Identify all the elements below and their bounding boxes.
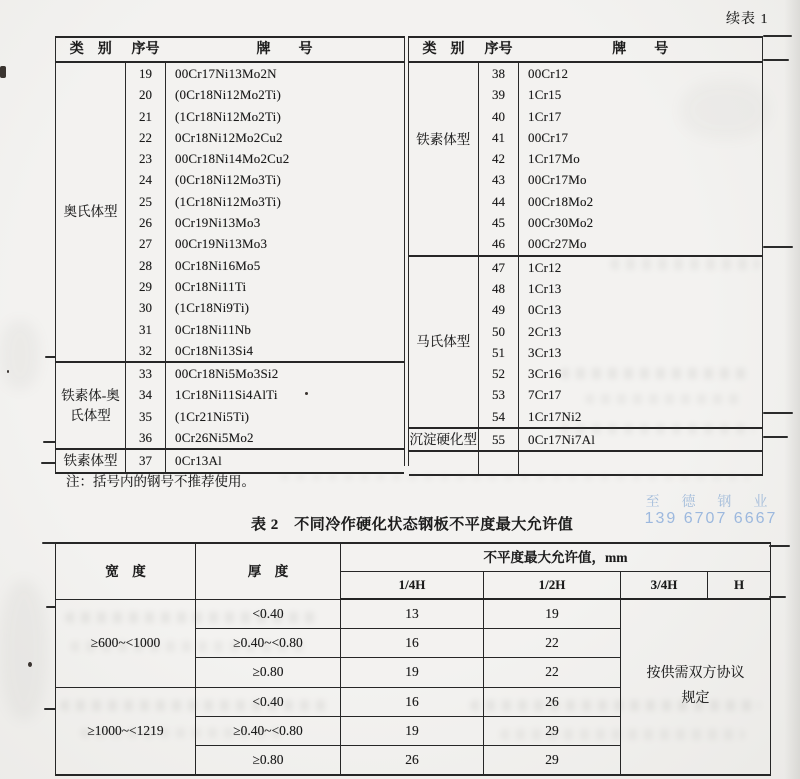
thickness-cell: ≥0.40~<0.80 [196, 716, 341, 745]
scan-speck [28, 662, 32, 667]
category-label: 马氏体型 [416, 334, 471, 350]
table1-footnote: 注：括号内的钢号不推荐使用。 [66, 474, 255, 489]
value-cell: 29 [484, 746, 621, 776]
grade-cell: 2Cr13 [528, 323, 562, 339]
grade-cell: 1Cr17Mo [528, 151, 580, 167]
serial-cell: 25 [126, 191, 166, 212]
serial-cell: 38 [479, 62, 519, 84]
col-header-category: 类 别 [56, 37, 126, 62]
serial-cell: 21 [126, 106, 166, 127]
serial-cell: 44 [479, 191, 519, 212]
col-header-full-h: H [708, 572, 771, 600]
serial-cell: 30 [126, 297, 166, 318]
watermark [636, 493, 786, 528]
grade-cell: 0Cr18Ni13Si4 [175, 342, 254, 358]
value-cell: 16 [341, 629, 484, 658]
col-header-grade: 牌 号 [519, 37, 763, 62]
scan-speck [305, 392, 308, 395]
serial-cell: 39 [479, 84, 519, 105]
col-header-category: 类 别 [409, 37, 479, 62]
scan-speck [0, 66, 6, 78]
grade-cell: 00Cr27Mo [528, 236, 587, 252]
empty-row [409, 451, 763, 474]
grade-cell: 0Cr17Ni7Al [519, 428, 763, 451]
bleedthrough-smudge [680, 80, 770, 140]
grade-cell: 0Cr19Ni13Mo3 [175, 215, 261, 231]
scan-artifact [44, 708, 56, 710]
category-cell [409, 451, 479, 474]
grade-cell: 1Cr15 [528, 87, 562, 103]
value-cell: 22 [484, 629, 621, 658]
page-curvature-shading [784, 0, 800, 779]
bleedthrough-smudge [70, 641, 310, 652]
value-cell: 16 [341, 687, 484, 716]
serial-cell: 52 [479, 363, 519, 384]
grade-cell: (1Cr18Ni12Mo3Ti) [175, 193, 282, 209]
bleedthrough-smudge [560, 368, 750, 379]
bleedthrough-smudge [80, 728, 285, 738]
bleedthrough-smudge [585, 394, 745, 404]
value-cell: 19 [484, 599, 621, 629]
col-header-serial: 序号 [126, 37, 166, 62]
category-cell [56, 62, 126, 362]
category-label: 铁素体型 [63, 453, 118, 469]
scan-artifact [41, 462, 56, 464]
grade-cell: 1Cr12 [519, 256, 763, 278]
col-header-thickness: 厚 度 [196, 543, 341, 599]
grade-cell: 1Cr17Ni2 [528, 408, 582, 424]
table-row [56, 62, 404, 84]
grade-cell: 00Cr18Mo2 [528, 193, 594, 209]
bleedthrough-smudge [65, 612, 320, 623]
grade-cell: 00Cr19Ni13Mo3 [175, 236, 268, 252]
category-label: 铁素体-奥氏体型 [61, 387, 120, 423]
grade-cell: 00Cr18Ni14Mo2Cu2 [175, 151, 290, 167]
serial-cell: 49 [479, 299, 519, 320]
agreement-cell [621, 599, 771, 775]
category-label: 沉淀硬化型 [409, 432, 477, 448]
serial-cell: 41 [479, 127, 519, 148]
table2-flatness-tolerance [55, 542, 771, 776]
width-range-cell: ≥600~<1000 [56, 599, 196, 687]
grade-cell: 1Cr13 [528, 280, 562, 296]
bleedthrough-smudge [470, 700, 760, 711]
table1-continuation-label: 续表 1 [726, 12, 769, 27]
grade-cell: 3Cr16 [528, 366, 562, 382]
col-header-quarter-h: 1/4H [341, 572, 484, 600]
width-range-cell: ≥1000~<1219 [56, 687, 196, 775]
grade-cell: 0Cr18Ni12Mo2Cu2 [175, 129, 283, 145]
table1-left-half [55, 36, 404, 474]
serial-cell: 33 [126, 362, 166, 384]
category-cell [409, 428, 479, 451]
grade-cell: (1Cr18Ni9Ti) [175, 300, 250, 316]
col-header-grade: 牌 号 [166, 37, 404, 62]
scan-speck [7, 370, 9, 373]
serial-cell: 55 [479, 428, 519, 451]
value-cell: 19 [341, 658, 484, 687]
grade-cell: 0Cr13 [528, 302, 562, 318]
grade-cell: 3Cr13 [528, 344, 562, 360]
serial-cell: 27 [126, 233, 166, 254]
grade-cell: 00Cr12 [528, 66, 569, 81]
agreement-text: 按供需双方协议规定 [646, 666, 745, 706]
value-cell: 22 [484, 658, 621, 687]
thickness-cell: ≥0.80 [196, 658, 341, 687]
grade-cell: 00Cr17Mo [528, 172, 587, 188]
serial-cell: 34 [126, 384, 166, 405]
col-header-serial: 序号 [479, 37, 519, 62]
table2-title: 表 2 不同冷作硬化状态钢板不平度最大允许值 [251, 517, 574, 533]
serial-cell: 37 [126, 449, 166, 472]
grade-cell: 00Cr30Mo2 [528, 215, 594, 231]
serial-cell: 40 [479, 106, 519, 127]
thickness-cell: <0.40 [196, 687, 341, 716]
table2-header-row1 [56, 543, 771, 572]
serial-cell: 20 [126, 84, 166, 105]
scan-artifact [45, 356, 56, 358]
grade-cell: 1Cr18Ni11Si4AlTi [175, 387, 278, 403]
bleedthrough-smudge [560, 424, 755, 434]
bleedthrough-smudge [0, 320, 40, 390]
grade-cell: (0Cr18Ni12Mo2Ti) [175, 87, 282, 103]
bleedthrough-smudge [0, 580, 48, 720]
table-row [56, 362, 404, 384]
grade-cell: 00Cr17Ni13Mo2N [175, 66, 277, 81]
grade-cell: 7Cr17 [528, 387, 562, 403]
grade-cell: 1Cr17 [528, 108, 562, 124]
bleedthrough-smudge [60, 700, 330, 711]
watermark-company-name: 至 德 钢 业 [645, 493, 777, 509]
serial-cell: 23 [126, 148, 166, 169]
thickness-cell: ≥0.80 [196, 746, 341, 776]
serial-cell: 32 [126, 340, 166, 362]
serial-cell: 19 [126, 62, 166, 84]
table1-header-row [409, 37, 763, 62]
bleedthrough-smudge [610, 258, 760, 270]
grade-cell: 00Cr17 [528, 129, 569, 145]
serial-cell: 28 [126, 255, 166, 276]
col-header-flatness-span: 不平度最大允许值，mm [341, 543, 771, 572]
scan-artifact [43, 441, 56, 443]
grade-cell [519, 451, 763, 474]
table1-header-row [56, 37, 404, 62]
value-cell: 26 [484, 687, 621, 716]
grade-cell: 00Cr18Ni5Mo3Si2 [166, 362, 404, 384]
serial-cell: 35 [126, 406, 166, 427]
serial-cell: 51 [479, 342, 519, 363]
serial-cell: 45 [479, 212, 519, 233]
serial-cell: 48 [479, 278, 519, 299]
serial-cell: 47 [479, 256, 519, 278]
serial-cell: 42 [479, 148, 519, 169]
grade-cell: 0Cr13Al [166, 449, 404, 472]
scan-artifact [46, 606, 56, 608]
grade-cell: (1Cr21Ni5Ti) [175, 408, 250, 424]
bleedthrough-smudge [500, 729, 745, 740]
serial-cell: 26 [126, 212, 166, 233]
col-header-half-h: 1/2H [484, 572, 621, 600]
grade-cell: 0Cr18Ni11Ti [175, 278, 247, 294]
value-cell: 26 [341, 746, 484, 776]
thickness-cell: <0.40 [196, 599, 341, 629]
serial-cell: 36 [126, 427, 166, 449]
grade-cell: (0Cr18Ni12Mo3Ti) [175, 172, 282, 188]
value-cell: 19 [341, 716, 484, 745]
serial-cell: 53 [479, 384, 519, 405]
grade-cell: 0Cr18Ni11Nb [175, 321, 252, 337]
watermark-phone-number: 139 6707 6667 [644, 510, 778, 527]
grade-cell: (1Cr18Ni12Mo2Ti) [175, 108, 282, 124]
bleedthrough-smudge [280, 474, 750, 480]
serial-cell: 43 [479, 169, 519, 190]
serial-cell: 24 [126, 169, 166, 190]
category-cell [56, 362, 126, 449]
scan-artifact [42, 542, 56, 544]
serial-cell [479, 451, 519, 474]
serial-cell: 22 [126, 127, 166, 148]
category-cell [409, 256, 479, 428]
col-header-three-quarter-h: 3/4H [621, 572, 708, 600]
category-label: 奥氏体型 [63, 204, 118, 220]
value-cell: 29 [484, 716, 621, 745]
category-cell [409, 62, 479, 256]
grade-cell: 0Cr26Ni5Mo2 [175, 430, 254, 446]
grade-cell: 0Cr18Ni16Mo5 [175, 257, 261, 273]
serial-cell: 54 [479, 406, 519, 428]
serial-cell: 50 [479, 321, 519, 342]
thickness-cell: ≥0.40~<0.80 [196, 629, 341, 658]
serial-cell: 31 [126, 319, 166, 340]
value-cell: 13 [341, 599, 484, 629]
serial-cell: 46 [479, 233, 519, 255]
serial-cell: 29 [126, 276, 166, 297]
col-header-width: 宽 度 [56, 543, 196, 599]
category-label: 铁素体型 [416, 132, 471, 148]
